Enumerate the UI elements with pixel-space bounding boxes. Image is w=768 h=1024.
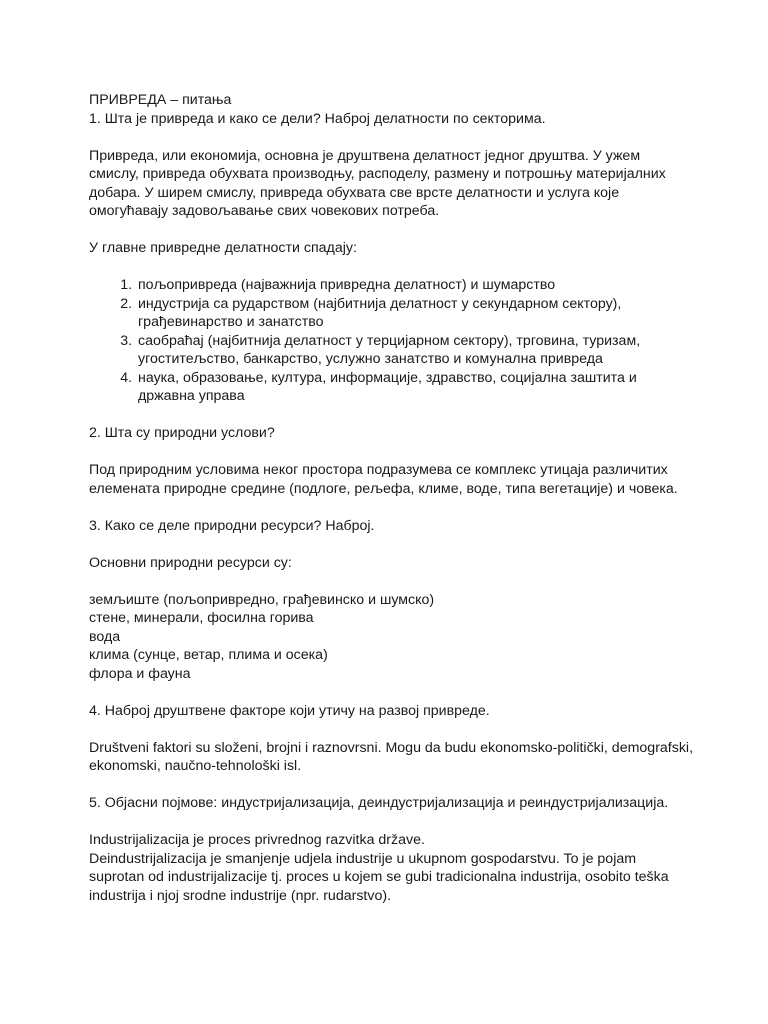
resource-item: стене, минерали, фосилна горива <box>89 610 314 626</box>
answer-line: Deindustrijalizacija je smanjenje udjela industrije u ukupnom gospodarstvu. To je pojam <box>89 850 637 867</box>
answer-line: омогућавају задовољавање свих човекових потреба. <box>89 203 440 219</box>
list-item-line: 4. наука, образовање, култура, информације, здравство, социјална заштита и <box>138 369 637 386</box>
list-item-line: државна управа <box>138 388 245 404</box>
spacer <box>89 258 709 277</box>
spacer <box>89 535 709 554</box>
sectors-list <box>89 276 709 406</box>
list-item <box>136 276 709 295</box>
spacer <box>89 720 709 739</box>
answer-1-paragraph <box>89 147 709 221</box>
spacer <box>89 221 709 240</box>
answer-line: Под природним условима неког простора подразумева се комплекс утицаја различитих <box>89 462 668 478</box>
question-4: 4. Наброј друштвене факторе који утичу на развој привреде. <box>89 702 490 719</box>
answer-line: ekonomski, naučno-tehnološki isl. <box>89 758 302 774</box>
sectors-intro: У главне привредне делатности спадају: <box>89 240 357 256</box>
answer-line: Društveni faktori su složeni, brojni i raznovrsni. Mogu da budu ekonomsko-politički, demografski, <box>89 739 694 756</box>
question-2: 2. Шта су природни услови? <box>89 425 275 441</box>
list-item <box>136 332 709 369</box>
answer-5-paragraph <box>89 831 709 905</box>
spacer <box>89 776 709 795</box>
document-page <box>89 91 709 905</box>
spacer <box>89 406 709 425</box>
spacer <box>89 572 709 591</box>
resource-item: клима (сунце, ветар, плима и осека) <box>89 647 328 663</box>
document-title: ПРИВРЕДА – питања <box>89 92 232 108</box>
list-item-line: грађевинарство и занатство <box>138 314 324 330</box>
resources-intro: Основни природни ресурси су: <box>89 554 292 571</box>
answer-line: industrija i njoj srodne industrije (npr. rudarstvo). <box>89 887 392 904</box>
resource-item: земљиште (пољопривредно, грађевинско и шумско) <box>89 591 435 608</box>
resource-item: вода <box>89 628 121 645</box>
list-item-line: 2. индустрија са рударством (најбитнија делатност у секундарном сектору), <box>138 295 622 312</box>
spacer <box>89 813 709 832</box>
resource-item: флора и фауна <box>89 665 191 682</box>
answer-line: добара. У ширем смислу, привреда обухвата све врсте делатности и услуга које <box>89 184 620 201</box>
answer-2-paragraph <box>89 461 709 498</box>
list-item <box>136 369 709 406</box>
answer-line: suprotan od industrijalizacije tj. proces u kojem se gubi tradicionalna industrija, osobito teška <box>89 869 669 885</box>
spacer <box>89 498 709 517</box>
spacer <box>89 683 709 702</box>
answer-4-paragraph <box>89 739 709 776</box>
spacer <box>89 128 709 147</box>
list-item-line: угоститељство, банкарство, услужно занатство и комунална привреда <box>138 351 603 367</box>
list-item-line: 3. саобраћај (најбитнија делатност у терцијарном сектору), трговина, туризам, <box>138 332 641 349</box>
answer-line: смислу, привреда обухвата производњу, расподелу, размену и потрошњу материјалних <box>89 166 666 182</box>
list-item <box>136 295 709 332</box>
question-3: 3. Како се деле природни ресурси? Наброј. <box>89 517 375 534</box>
answer-line: елемената природне средине (подлоге, рељефа, климе, воде, типа вегетације) и човека. <box>89 480 678 497</box>
answer-line: Industrijalizacija je proces privrednog razvitka države. <box>89 832 425 848</box>
question-5: 5. Објасни појмове: индустријализација, деиндустријализација и реиндустријализација. <box>89 795 669 811</box>
spacer <box>89 443 709 462</box>
resources-list <box>89 591 709 684</box>
answer-line: Привреда, или економија, основна је друштвена делатност једног друштва. У ужем <box>89 147 641 164</box>
list-item-line: 1. пољопривреда (најважнија привредна делатност) и шумарство <box>138 277 556 293</box>
question-1: 1. Шта је привреда и како се дели? Наброј делатности по секторима. <box>89 110 546 127</box>
